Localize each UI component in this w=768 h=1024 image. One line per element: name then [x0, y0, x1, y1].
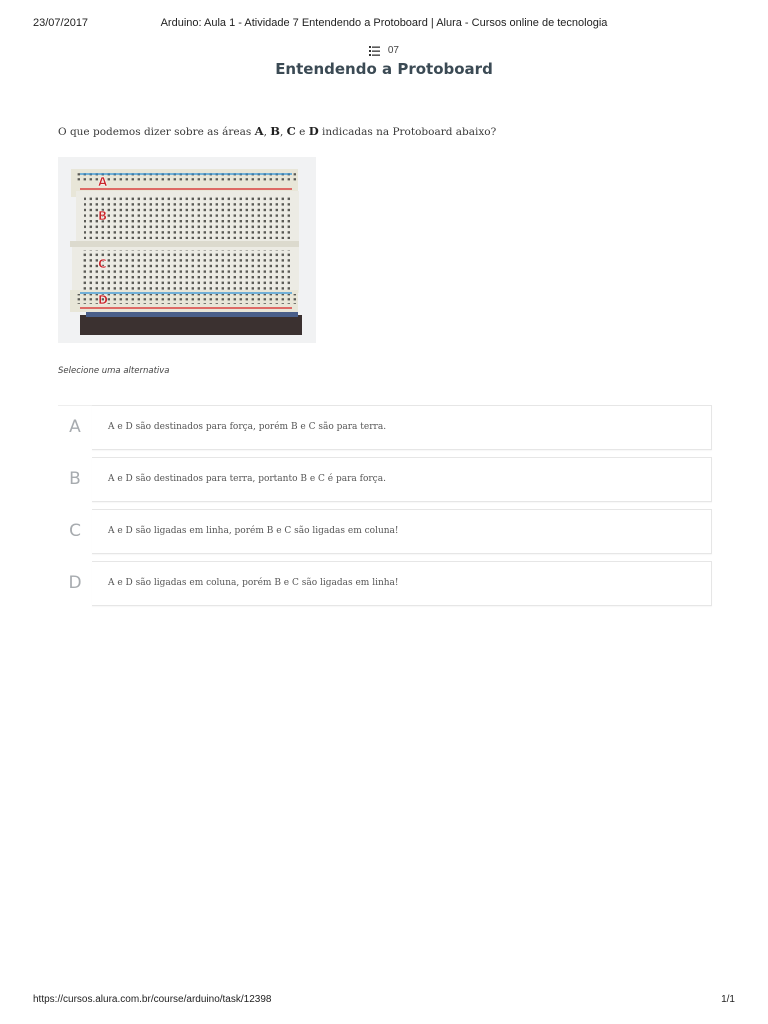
- task-counter[interactable]: [0, 45, 768, 56]
- question-separator: e: [295, 126, 309, 138]
- question-text: [58, 124, 718, 138]
- question-prefix: O que podemos dizer sobre as áreas: [58, 126, 255, 138]
- alternative-option[interactable]: [58, 457, 712, 502]
- protoboard-label-a: A: [98, 175, 108, 189]
- page-url: https://cursos.alura.com.br/course/arduino/task/12398: [33, 994, 272, 1005]
- alternative-letter: C: [69, 521, 81, 541]
- list-icon: [369, 46, 380, 56]
- alternative-option[interactable]: [58, 405, 712, 450]
- print-header: [33, 17, 735, 31]
- print-document-title: Arduino: Aula 1 - Atividade 7 Entendendo a Protoboard | Alura - Cursos online de tecnologia: [160, 17, 608, 29]
- print-footer: [33, 994, 735, 1008]
- alternative-text: A e D são ligadas em linha, porém B e C são ligadas em coluna!: [108, 526, 399, 536]
- question-separator: ,: [279, 126, 287, 138]
- alternative-letter: B: [69, 469, 81, 489]
- print-date: 23/07/2017: [33, 17, 89, 29]
- alternative-letter: A: [69, 417, 81, 437]
- alternative-text: A e D são destinados para terra, portanto B e C é para força.: [108, 474, 386, 484]
- question-area-c: C: [286, 124, 296, 138]
- alternative-text: A e D são ligadas em coluna, porém B e C são ligadas em linha!: [108, 578, 399, 588]
- protoboard-image: [58, 157, 316, 343]
- alternative-option[interactable]: [58, 509, 712, 554]
- select-alternative-hint: Selecione uma alternativa: [58, 366, 170, 376]
- task-number: 07: [387, 45, 399, 56]
- question-area-d: D: [308, 124, 319, 138]
- page-title: Entendendo a Protoboard: [275, 60, 493, 78]
- protoboard-label-d: D: [98, 293, 108, 307]
- page-count: 1/1: [721, 994, 735, 1005]
- question-area-b: B: [270, 124, 280, 138]
- protoboard-label-b: B: [98, 209, 108, 223]
- alternatives-list: [58, 405, 712, 613]
- question-area-a: A: [254, 124, 264, 138]
- alternative-option[interactable]: [58, 561, 712, 606]
- question-separator: ,: [263, 126, 271, 138]
- question-suffix: indicadas na Protoboard abaixo?: [318, 126, 497, 138]
- protoboard-label-c: C: [98, 257, 107, 271]
- alternative-text: A e D são destinados para força, porém B e C são para terra.: [108, 422, 387, 432]
- alternative-letter: D: [68, 573, 82, 593]
